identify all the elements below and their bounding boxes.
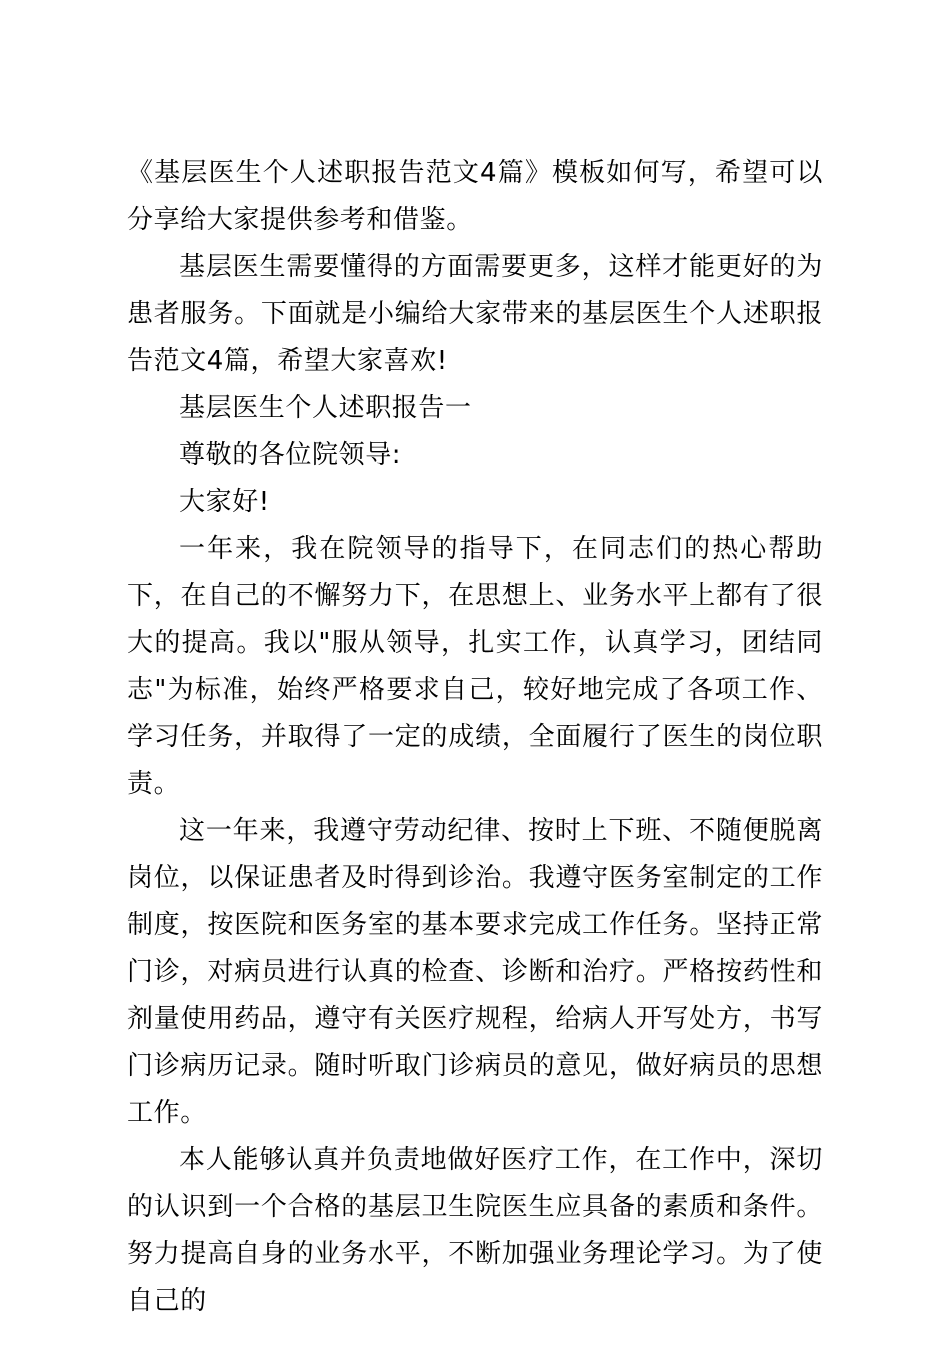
body-paragraph: 一年来，我在院领导的指导下，在同志们的热心帮助下，在自己的不懈努力下，在思想上、业务水平上都有了很大的提高。我以"服从领导，扎实工作，认真学习，团结同志"为标准，始终严格要求自己，较好地完成了各项工作、学习任务，并取得了一定的成绩，全面履行了医生的岗位职责。 bbox=[127, 534, 823, 799]
preface-paragraph: 基层医生需要懂得的方面需要更多，这样才能更好的为患者服务。下面就是小编给大家带来的基层医生个人述职报告范文4篇，希望大家喜欢! bbox=[127, 252, 823, 376]
report-heading: 基层医生个人述职报告一 bbox=[179, 393, 472, 423]
greeting: 大家好! bbox=[179, 487, 270, 517]
document-body bbox=[127, 150, 823, 1325]
intro-paragraph: 《基层医生个人述职报告范文4篇》模板如何写，希望可以分享给大家提供参考和借鉴。 bbox=[127, 158, 823, 235]
salutation: 尊敬的各位院领导: bbox=[179, 440, 402, 470]
body-paragraph: 本人能够认真并负责地做好医疗工作，在工作中，深切的认识到一个合格的基层卫生院医生应具备的素质和条件。努力提高自身的业务水平，不断加强业务理论学习。为了使自己的 bbox=[127, 1145, 823, 1316]
body-paragraph: 这一年来，我遵守劳动纪律、按时上下班、不随便脱离岗位，以保证患者及时得到诊治。我遵守医务室制定的工作制度，按医院和医务室的基本要求完成工作任务。坚持正常门诊，对病员进行认真的检查、诊断和治疗。严格按药性和剂量使用药品，遵守有关医疗规程，给病人开写处方，书写门诊病历记录。随时听取门诊病员的意见，做好病员的思想工作。 bbox=[127, 816, 823, 1128]
